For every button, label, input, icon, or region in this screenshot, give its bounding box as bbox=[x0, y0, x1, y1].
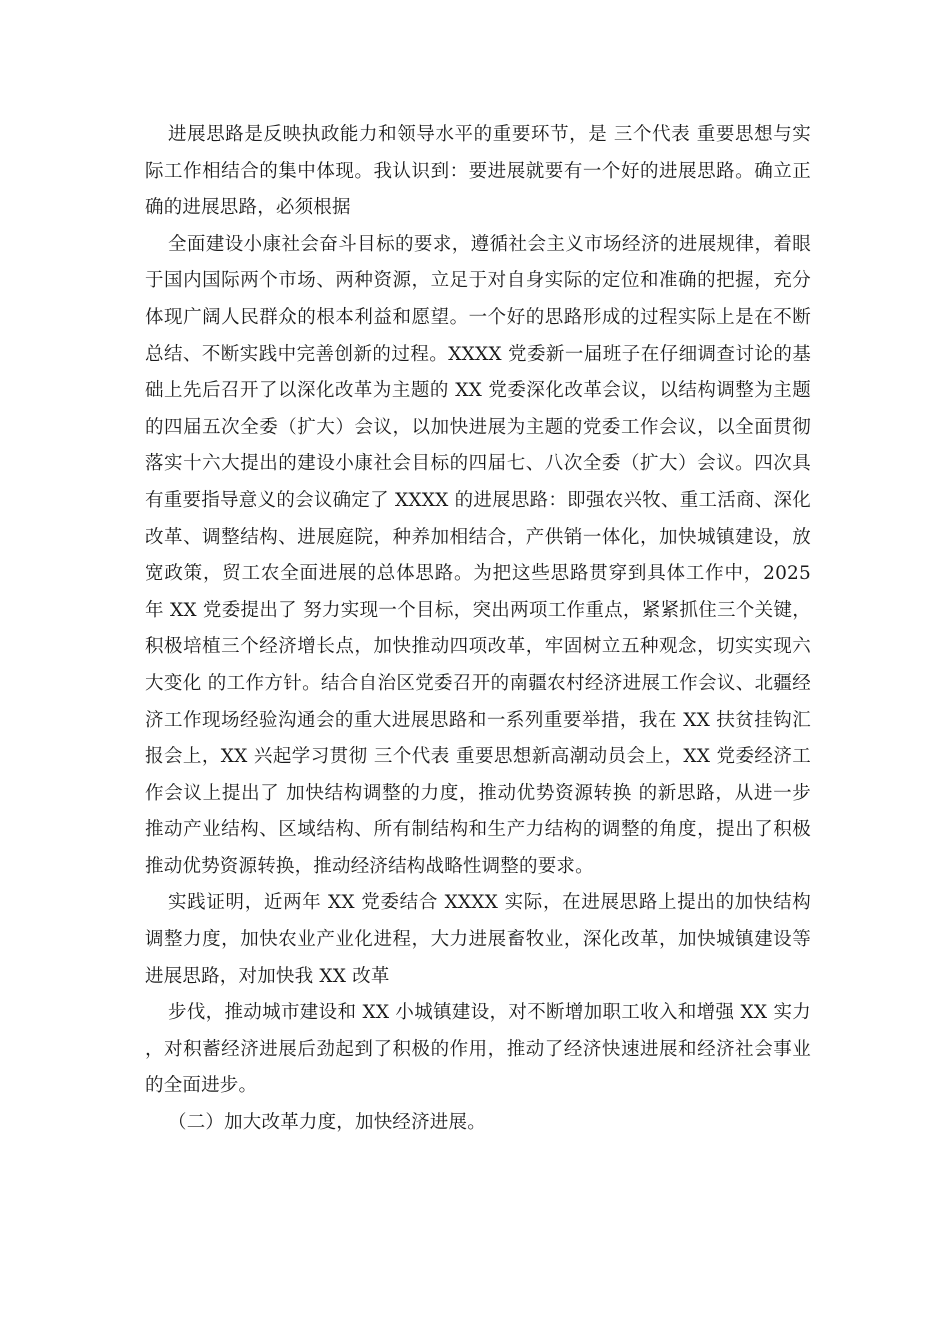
document-body bbox=[145, 117, 811, 1142]
paragraph-practice-proves: 实践证明，近两年 XX 党委结合 XXXX 实际，在进展思路上提出的加快结构调整力度，加快农业产业化进程，大力进展畜牧业，深化改革，加快城镇建设等进展思路，对加快我 XX 改革 bbox=[145, 892, 811, 987]
paragraph-development-thinking: 进展思路是反映执政能力和领导水平的重要环节，是 三个代表 重要思想与实际工作相结合的集中体现。我认识到：要进展就要有一个好的进展思路。确立正确的进展思路，必须根据 bbox=[145, 124, 811, 219]
paragraph-xiaokang-goals: 全面建设小康社会奋斗目标的要求，遵循社会主义市场经济的进展规律，着眼于国内国际两个市场、两种资源，立足于对自身实际的定位和准确的把握，充分体现广阔人民群众的根本利益和愿望。一个好的思路形成的过程实际上是在不断总结、不断实践中完善创新的过程。XXXX 党委新一届班子在仔细调查讨论的基础上先后召开了以深化改革为主题的 XX 党委深化改革会议，以结构调整为主题的四届五次全委（扩大）会议，以加快进展为主题的党委工作会议，以全面贯彻落实十六大提出的建设小康社会目标的四届七、八次全委（扩大）会议。四次具有重要指导意义的会议确定了 XXXX 的进展思路：即强农兴牧、重工活商、深化改革、调整结构、进展庭院，种养加相结合，产供销一体化，加快城镇建设，放宽政策，贸工农全面进展的总体思路。为把这些思路贯穿到具体工作中，2025 年 XX 党委提出了 努力实现一个目标，突出两项工作重点，紧紧抓住三个关键，积极培植三个经济增长点，加快推动四项改革，牢固树立五种观念，切实实现六大变化 的工作方针。结合自治区党委召开的南疆农村经济进展工作会议、北疆经济工作现场经验沟通会的重大进展思路和一系列重要举措，我在 XX 扶贫挂钩汇报会上，XX 兴起学习贯彻 三个代表 重要思想新高潮动员会上，XX 党委经济工作会议上提出了 加快结构调整的力度，推动优势资源转换 的新思路，从进一步推动产业结构、区域结构、所有制结构和生产力结构的调整的角度，提出了积极推动优势资源转换，推动经济结构战略性调整的要求。 bbox=[145, 233, 811, 877]
paragraph-reform-pace: 步伐，推动城市建设和 XX 小城镇建设，对不断增加职工收入和增强 XX 实力，对积蓄经济进展后劲起到了积极的作用，推动了经济快速进展和经济社会事业的全面进步。 bbox=[145, 1002, 811, 1097]
section-heading-reform: （二）加大改革力度，加快经济进展。 bbox=[168, 1112, 486, 1134]
